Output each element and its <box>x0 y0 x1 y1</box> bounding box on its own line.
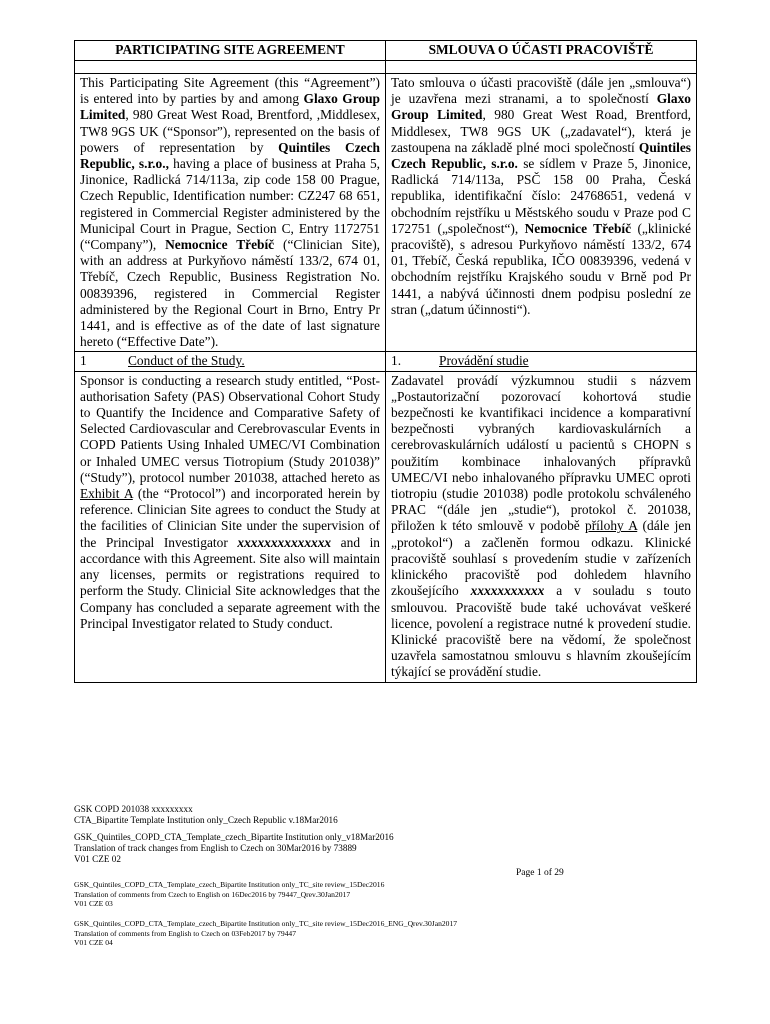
section1-body-row <box>75 371 697 682</box>
exhibit-a-reference: Exhibit A <box>80 486 133 502</box>
spacer-cell-en <box>75 61 386 74</box>
spacer-row <box>75 61 697 74</box>
section1-body-en <box>75 371 386 682</box>
intro-cs-text: , 980 Great West Road, Brentford, Middlesex, TW8 9GS UK („zadavatel“), která je zastoupena na základě plné moci společností <box>391 107 691 155</box>
section1-cs-text: (dále jen „protokol“) a začleněn formou odkazu. Klinické pracoviště souhlasí s provedením studie v zařízeních klinického pracoviště pod dohledem hlavního zkoušejícího <box>391 518 691 599</box>
intro-en-site: Nemocnice Třebíč <box>165 237 275 253</box>
section1-heading-cs <box>386 352 697 371</box>
intro-cs <box>386 74 697 352</box>
intro-cs-site: Nemocnice Třebíč <box>524 220 632 236</box>
footer-line: GSK_Quintiles_COPD_CTA_Template_czech_Bipartite Institution only_v18Mar2016 <box>74 832 394 842</box>
footer-line: GSK_Quintiles_COPD_CTA_Template_czech_Bipartite Institution only_TC_site review_15Dec2016_ENG_Qrev.30Jan2017 <box>74 919 458 928</box>
section1-heading-en <box>75 352 386 371</box>
footer-line: V01 CZE 04 <box>74 938 113 948</box>
footer-line: GSK COPD 201038 xxxxxxxxx <box>74 804 193 814</box>
section1-cs-text: Zadavatel provádí výzkumnou studii s názvem „Postautorizační pozorovací kohortová studie bezpečnosti ke kvantifikaci incidence a komparativní bezpečnosti vybraných kardiovaskulárních a cerebrovaskulárních událostí u pacientů s CHOPN s použitím kombinace inhalovaných přípravků UMEC/VI nebo inhalovaného přípravku UMEC oproti tiotropiu (studie 201038) podle protokolu schváleného PRAC “(dále jen „studie“), protokol č. 201038, přiložen k této smlouvě v podobě <box>391 372 691 534</box>
footer-block-4 <box>74 919 457 948</box>
header-cs: SMLOUVA O ÚČASTI PRACOVIŠTĚ <box>386 41 697 61</box>
investigator-redacted-en: xxxxxxxxxxxxxx <box>237 534 332 550</box>
section1-number-cs: 1. <box>391 353 402 369</box>
footer-block-3 <box>74 880 384 909</box>
investigator-redacted-cs: xxxxxxxxxxx <box>470 583 545 599</box>
intro-en <box>75 74 386 352</box>
footer-block-1 <box>74 804 338 826</box>
footer-line: CTA_Bipartite Template Institution only_Czech Republic v.18Mar2016 <box>74 815 338 825</box>
footer-line: Translation of comments from English to Czech on 03Feb2017 by 79447 <box>74 928 297 938</box>
section1-en-text: Sponsor is conducting a research study entitled, “Post-authorisation Safety (PAS) Observational Cohort Study to Quantify the Incidence and Comparative Safety of Selected Cardiovascular and Cerebrovascular Events in COPD Patients Using Inhaled UMEC/VI Combination or Inhaled UMEC versus Tiotropium (Study 201038)” (“Study”), protocol number 201038, attached hereto as <box>80 372 380 485</box>
intro-en-text: This Participating Site Agreement (this “Agreement”) is entered into by parties by and among <box>80 75 380 107</box>
spacer-cell-cs <box>386 61 697 74</box>
intro-cs-company: Quintiles Czech Republic, s.r.o. <box>391 139 691 172</box>
intro-en-company: Quintiles Czech Republic, s.r.o., <box>80 139 380 172</box>
footer-line: Translation of comments from Czech to English on 16Dec2016 by 79447_Qrev.30Jan2017 <box>74 889 351 899</box>
intro-en-sponsor: Glaxo Group Limited <box>80 91 380 123</box>
agreement-table <box>74 40 697 683</box>
section1-en-text: and in accordance with this Agreement. Site also will maintain any licenses, permits or registrations required to perform the Study. Clinicial Site acknowledges that the Company has concluded a separate agreement with the Principal Investigator related to Study conduct. <box>80 534 380 631</box>
footer-block-2 <box>74 832 394 865</box>
intro-cs-sponsor: Glaxo Group Limited <box>391 91 691 123</box>
intro-cs-text: Tato smlouva o účasti pracoviště (dále jen „smlouva“) je uzavřena mezi stranami, a to společností <box>391 75 691 107</box>
footer-line: GSK_Quintiles_COPD_CTA_Template_czech_Bipartite Institution only_TC_site review_15Dec2016 <box>74 880 385 889</box>
section1-number-en: 1 <box>80 353 87 369</box>
intro-row <box>75 74 697 352</box>
section1-en-text: (the “Protocol”) and incorporated herein by reference. Clinician Site agrees to conduct the Study at the facilities of Clinician Site under the supervision of the Principal Investigator <box>80 486 380 550</box>
intro-en-text: having a place of business at Praha 5, Jinonice, Radlická 714/113a, zip code 158 00 Prague, Czech Republic, Identification number: CZ247 68 651, registered in Commercial Register administered by the Municipal Court in Prague, Section C, Entry 1172751 (“Company”), <box>80 156 381 253</box>
footer-line: V01 CZE 02 <box>74 854 121 864</box>
intro-en-text: (“Clinician Site), with an address at Purkyňovo náměstí 133/2, 674 01, Třebíč, Czech Republic, Business Registration No. 00839396, registered in Commercial Register administered by the Regional Court in Brno, Entry Pr 1441, and is effective as of the date of last signature hereto (“Effective Date”). <box>80 237 381 350</box>
footer-line: V01 CZE 03 <box>74 899 113 909</box>
section1-body-cs <box>386 371 697 682</box>
section1-cs-text: a v souladu s touto smlouvou. Pracoviště bude také uchovávat veškeré licence, povolení a registrace nutné k provedení studie. Klinické pracoviště bere na vědomí, že společnost uzavřela samostatnou smlouvu s hlavním zkoušejícím týkající se provádění studie. <box>391 583 691 680</box>
header-en: PARTICIPATING SITE AGREEMENT <box>75 41 386 61</box>
section1-title-en: Conduct of the Study. <box>128 353 245 369</box>
intro-cs-text: („klinické pracoviště), s adresou Purkyňovo náměstí 133/2, 674 01, Třebíč, Česká republika, IČO 00839396, vedená v obchodním rejstříku Krajského soudu v Brně pod Pr 1441, a nabývá účinnosti dnem podpisu poslední ze stran („datum účinnosti“). <box>391 220 691 317</box>
priloha-a-reference: přílohy A <box>585 518 638 534</box>
header-row <box>75 41 697 61</box>
section-heading-row <box>75 352 697 371</box>
intro-en-text: , 980 Great West Road, Brentford, ,Middlesex, TW8 9GS UK (“Sponsor”), represented on the basis of powers of representation by <box>80 107 380 155</box>
section1-title-cs: Provádění studie <box>439 353 529 369</box>
intro-cs-text: se sídlem v Praze 5, Jinonice, Radlická 714/113a, PSČ 158 00 Praha, Česká republika, identifikační číslo: 24768651, vedená v obchodním rejstříku u Městského soudu v Praze pod C 172751 („společnost“), <box>391 156 691 236</box>
page-number: Page 1 of 29 <box>516 868 564 878</box>
footer-line: Translation of track changes from English to Czech on 30Mar2016 by 73889 <box>74 843 357 853</box>
